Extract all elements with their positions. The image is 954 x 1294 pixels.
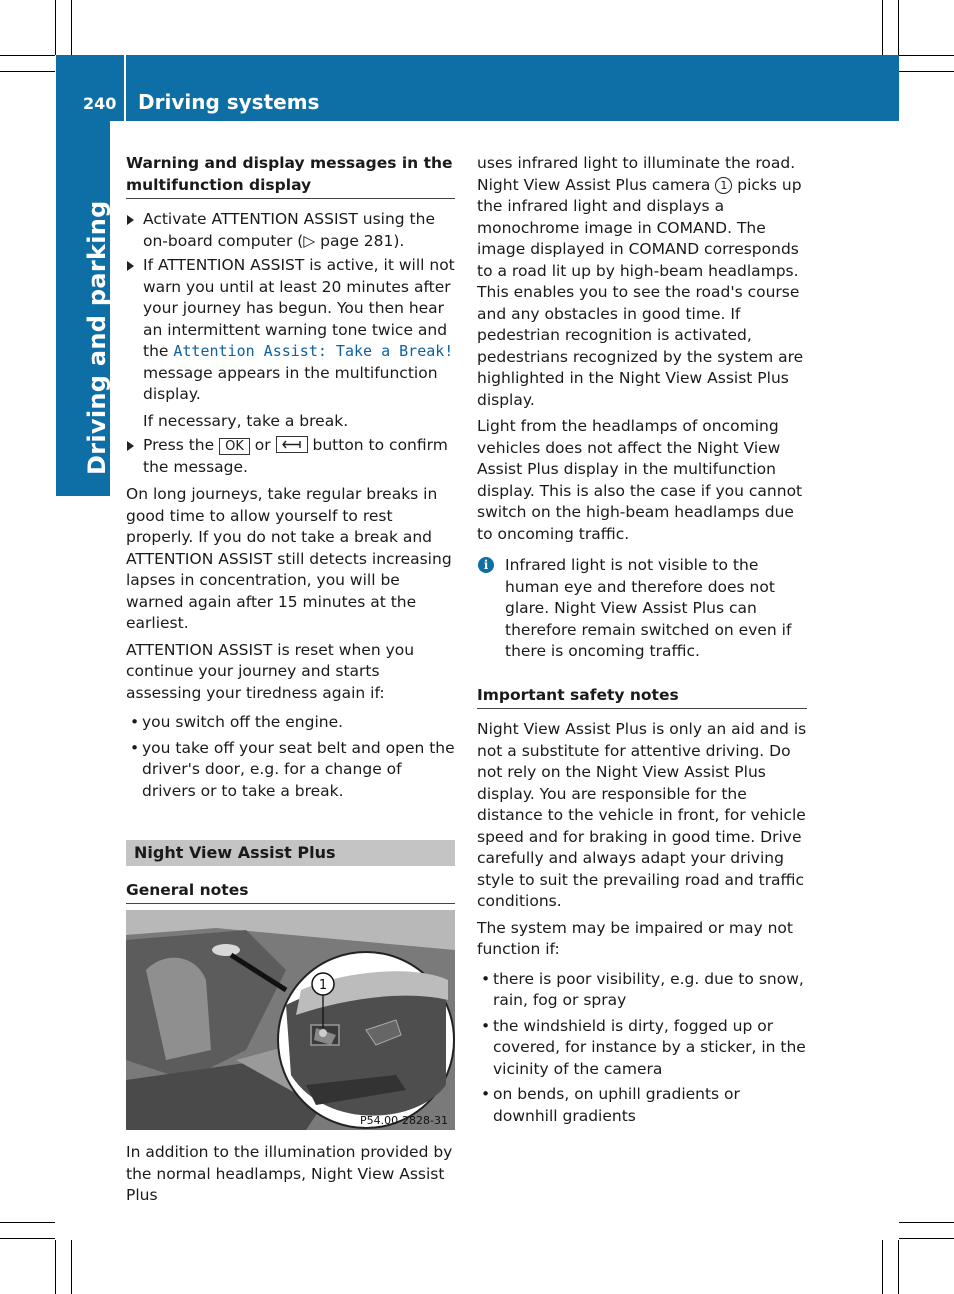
list-item-text: the windshield is dirty, fogged up or covered, for instance by a sticker, in the vicinity of the camera: [493, 1016, 806, 1078]
crop-mark: [55, 0, 56, 55]
step-text: or: [249, 436, 276, 454]
crop-mark: [899, 1222, 954, 1223]
crop-mark: [899, 71, 954, 72]
crop-mark: [899, 1238, 954, 1239]
crop-mark: [899, 55, 954, 56]
back-key-icon: [276, 436, 308, 453]
ok-key-icon: OK: [219, 438, 250, 455]
crop-mark: [882, 1240, 883, 1294]
list-item: [477, 1016, 807, 1081]
step-item: [126, 255, 455, 432]
arrow-icon: [127, 261, 134, 271]
side-tab-label: Driving and parking: [83, 200, 111, 475]
bullet-dot: •: [130, 713, 140, 731]
bullet-dot: •: [481, 1016, 491, 1035]
chapter-title: Driving systems: [138, 90, 320, 114]
step-extra: If necessary, take a break.: [143, 411, 349, 430]
paragraph: ATTENTION ASSIST is reset when you continue your journey and starts assessing your tiredness again if:: [126, 640, 415, 702]
paragraph: In addition to the illumination provided by the normal headlamps, Night View Assist Plus: [126, 1143, 453, 1204]
page-number: 240: [83, 94, 117, 113]
info-note: [477, 555, 807, 663]
callout-number: 1: [318, 978, 328, 993]
list-item-text: on bends, on uphill gradients or downhill gradients: [493, 1085, 740, 1125]
list-item: [126, 712, 455, 734]
step-item: [126, 435, 455, 478]
heading-safety-notes: Important safety notes: [477, 685, 807, 710]
crop-mark: [0, 1222, 55, 1223]
crop-mark: [0, 71, 55, 72]
list-item-text: there is poor visibility, e.g. due to snow, rain, fog or spray: [493, 969, 804, 1009]
crop-mark: [0, 1238, 55, 1239]
section-title: Night View Assist Plus: [126, 840, 455, 866]
paragraph: Night View Assist Plus is only an aid and is not a substitute for attentive driving. Do not rely on the Night View Assist Plus display. You are responsible for the distance to the vehicle in front, for vehicle speed and for braking in good time. Drive carefully and always adapt your driving style to suit the prevailing road and traffic conditions.: [477, 720, 807, 910]
step-text: message appears in the multifunction display.: [143, 363, 438, 403]
step-text: Activate ATTENTION ASSIST using the on-board computer (▷ page 281).: [143, 210, 435, 250]
left-column: [126, 153, 455, 1212]
crop-mark: [0, 55, 55, 56]
crop-mark: [882, 0, 883, 55]
paragraph: Light from the headlamps of oncoming vehicles does not affect the Night View Assist Plus display in the multifunction display. This is also the case if you cannot switch on the high-beam headlamps due to oncoming traffic.: [477, 417, 803, 543]
list-item-text: you take off your seat belt and open the driver's door, e.g. for a change of drivers or to take a break.: [142, 738, 455, 800]
paragraph-text: uses infrared light to illuminate the road. Night View Assist Plus camera: [477, 154, 796, 194]
step-text: Press the: [143, 436, 220, 454]
crop-mark: [898, 1240, 899, 1294]
display-message: Attention Assist: Take a Break!: [173, 342, 454, 360]
list-item: [477, 969, 807, 1012]
image-label: P54.00-2828-31: [359, 1114, 448, 1127]
info-icon: i: [478, 557, 494, 573]
bullet-dot: •: [130, 738, 140, 757]
crop-mark: [71, 0, 72, 55]
step-text: button to confirm the message.: [143, 436, 448, 476]
header-divider: [124, 55, 126, 121]
list-item-text: you switch off the engine.: [142, 713, 344, 731]
list-item: [477, 1084, 807, 1127]
paragraph: On long journeys, take regular breaks in good time to allow yourself to rest properly. If you do not take a break and ATTENTION ASSIST still detects increasing lapses in concentration, you will be warned again after 15 minutes at the earliest.: [126, 485, 452, 632]
bullet-dot: •: [481, 969, 491, 988]
step-item: [126, 209, 455, 252]
paragraph-text: picks up the infrared light and displays a monochrome image in COMAND. The image displayed in COMAND corresponds to a road lit up by high-beam headlamps. This enables you to see the road's course and any obstacles in good time. If pedestrian recognition is activated, pedestrians recognized by the system are highlighted in the Night View Assist Plus display.: [477, 175, 804, 409]
paragraph: [477, 153, 807, 411]
crop-mark: [55, 1240, 56, 1294]
arrow-icon: [127, 215, 134, 225]
info-text: Infrared light is not visible to the human eye and therefore does not glare. Night View Assist Plus can therefore remain switched on even if there is oncoming traffic.: [505, 556, 792, 660]
right-column: [477, 153, 807, 1131]
step-text: If ATTENTION ASSIST is active, it will not warn you until at least 20 minutes after your journey has begun. You then hear an intermittent warning tone twice and the: [143, 256, 455, 360]
crop-mark: [71, 1240, 72, 1294]
subheading-general-notes: General notes: [126, 880, 455, 905]
arrow-icon: [127, 441, 134, 451]
bullet-dot: •: [481, 1085, 491, 1103]
crop-mark: [898, 0, 899, 55]
camera-location-photo: [126, 910, 455, 1130]
list-item: [126, 738, 455, 803]
callout-number: 1: [715, 177, 732, 194]
paragraph: The system may be impaired or may not function if:: [477, 918, 793, 958]
heading-warning-messages: Warning and display messages in the multifunction display: [126, 153, 455, 199]
